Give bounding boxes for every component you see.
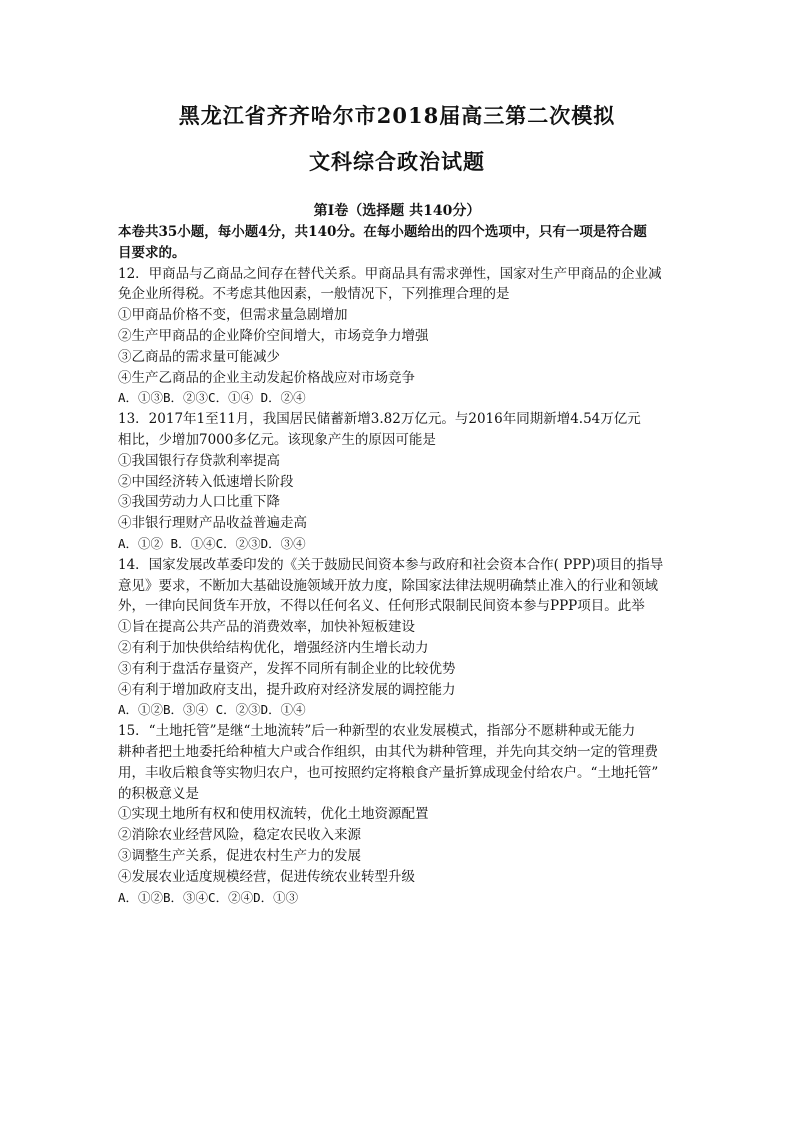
question-15 bbox=[118, 721, 688, 908]
question-item: ③调整生产关系，促进农村生产力的发展 bbox=[118, 847, 361, 864]
question-item: ③我国劳动力人口比重下降 bbox=[118, 494, 280, 511]
answer-options: A．①② B．①④C．②③D．③④ bbox=[118, 535, 306, 551]
question-stem-line: 14．国家发展改革委印发的《关于鼓励民间资本参与政府和社会资本合作( PPP)项目的指导 bbox=[118, 556, 664, 573]
question-item: ②有利于加快供给结构优化，增强经济内生增长动力 bbox=[118, 639, 429, 656]
answer-options: A．①③B．②③C．①④ D．②④ bbox=[118, 390, 306, 406]
question-item: ②消除农业经营风险，稳定农民收入来源 bbox=[118, 827, 361, 844]
exam-title: 黑龙江省齐齐哈尔市2018届高三第二次模拟 bbox=[178, 103, 616, 128]
question-stem-line: 耕种者把土地委托给种植大户或合作组织，由其代为耕种管理，并先向其交纳一定的管理费 bbox=[118, 743, 658, 760]
question-item: ①实现土地所有权和使用权流转，优化土地资源配置 bbox=[118, 806, 429, 823]
question-item: ③乙商品的需求量可能减少 bbox=[118, 348, 280, 365]
answer-options: A．①②B．③④ C．②③D．①④ bbox=[118, 702, 306, 718]
section-instructions-line: 本卷共35小题，每小题4分，共140分。在每小题给出的四个选项中，只有一项是符合题 bbox=[118, 224, 647, 240]
answer-options: A．①②B．③④C．②④D．①③ bbox=[118, 889, 299, 905]
question-item: ②生产甲商品的企业降价空间增大，市场竞争力增强 bbox=[118, 327, 429, 344]
question-item: ④有利于增加政府支出，提升政府对经济发展的调控能力 bbox=[118, 681, 456, 698]
question-13 bbox=[118, 409, 688, 555]
section-header: 第Ⅰ卷（选择题 共140分） bbox=[313, 203, 481, 219]
section-instructions-line: 目要求的。 bbox=[118, 244, 186, 261]
question-stem-line: 相比，少增加7000多亿元。该现象产生的原因可能是 bbox=[118, 431, 436, 448]
question-item: ①旨在提高公共产品的消费效率，加快补短板建设 bbox=[118, 619, 415, 636]
question-item: ②中国经济转入低速增长阶段 bbox=[118, 473, 294, 490]
exam-content bbox=[118, 222, 688, 908]
question-12 bbox=[118, 264, 688, 410]
question-14 bbox=[118, 555, 688, 721]
question-item: ①我国银行存贷款利率提高 bbox=[118, 452, 280, 469]
question-stem-line: 15．“土地托管”是继“土地流转”后一种新型的农业发展模式，指部分不愿耕种或无能力 bbox=[118, 723, 636, 740]
question-item: ③有利于盘活存量资产，发挥不同所有制企业的比较优势 bbox=[118, 660, 456, 677]
question-stem-line: 意见》要求，不断加大基础设施领域开放力度，除国家法律法规明确禁止准入的行业和领域 bbox=[118, 577, 658, 594]
question-item: ①甲商品价格不变，但需求量急剧增加 bbox=[118, 307, 348, 324]
question-item: ④非银行理财产品收益普遍走高 bbox=[118, 515, 307, 532]
question-item: ④发展农业适度规模经营，促进传统农业转型升级 bbox=[118, 868, 415, 885]
question-stem-line: 的积极意义是 bbox=[118, 785, 199, 802]
question-stem-line: 12．甲商品与乙商品之间存在替代关系。甲商品具有需求弹性，国家对生产甲商品的企业减 bbox=[118, 265, 662, 282]
question-item: ④生产乙商品的企业主动发起价格战应对市场竞争 bbox=[118, 369, 415, 386]
question-stem-line: 用，丰收后粮食等实物归农户，也可按照约定将粮食产量折算成现金付给农户。“土地托管” bbox=[118, 764, 659, 781]
question-stem-line: 13．2017年1至11月，我国居民储蓄新增3.82万亿元。与2016年同期新增4.54万亿元 bbox=[118, 411, 641, 428]
exam-subtitle: 文科综合政治试题 bbox=[309, 149, 485, 174]
question-stem-line: 免企业所得税。不考虑其他因素，一般情况下，下列推理合理的是 bbox=[118, 286, 510, 303]
question-stem-line: 外，一律向民间货车开放，不得以任何名义、任何形式限制民间资本参与PPP项目。此举 bbox=[118, 598, 645, 615]
